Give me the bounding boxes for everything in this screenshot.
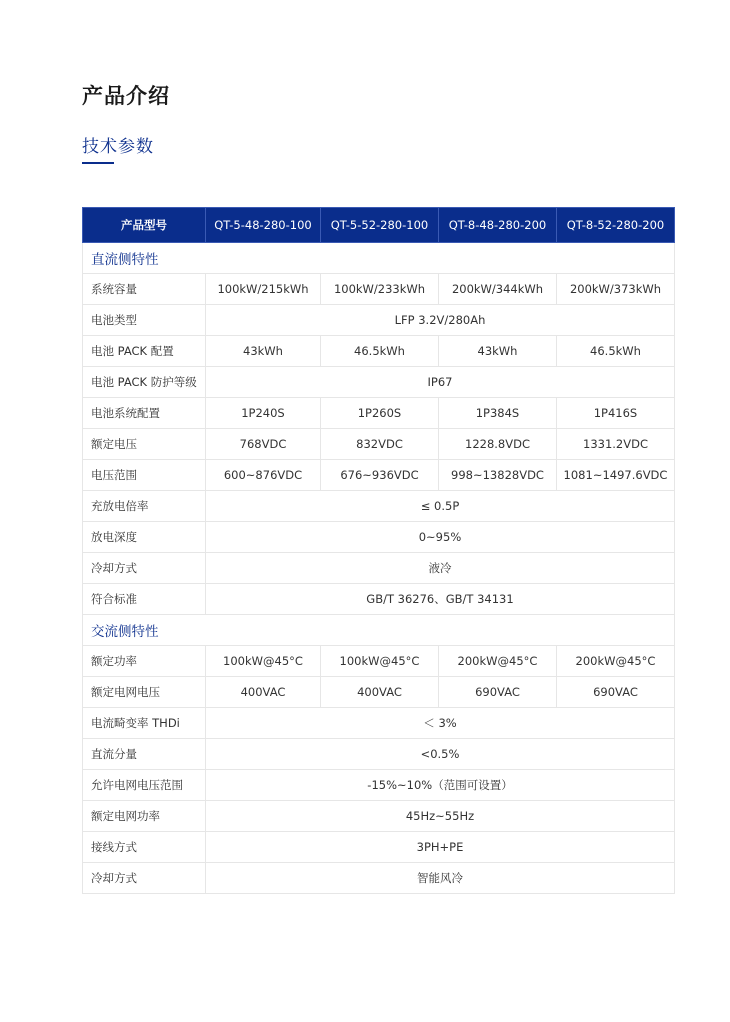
row-value: 100kW/233kWh — [321, 274, 439, 305]
row-label: 电池 PACK 配置 — [83, 336, 206, 367]
table-row — [83, 584, 675, 615]
row-merged-value: 3PH+PE — [206, 832, 675, 863]
table-row — [83, 522, 675, 553]
row-value: 200kW/344kWh — [439, 274, 557, 305]
table-row — [83, 677, 675, 708]
table-row — [83, 398, 675, 429]
row-label: 电池 PACK 防护等级 — [83, 367, 206, 398]
row-value: 100kW@45°C — [206, 646, 321, 677]
table-row — [83, 491, 675, 522]
row-value: 832VDC — [321, 429, 439, 460]
group-title: 直流侧特性 — [83, 243, 675, 274]
row-label: 电压范围 — [83, 460, 206, 491]
row-merged-value: 0~95% — [206, 522, 675, 553]
row-merged-value: IP67 — [206, 367, 675, 398]
row-value: 46.5kWh — [321, 336, 439, 367]
section-underline — [82, 162, 114, 164]
row-value: 200kW@45°C — [557, 646, 675, 677]
row-merged-value: 45Hz~55Hz — [206, 801, 675, 832]
row-value: 400VAC — [321, 677, 439, 708]
row-merged-value: -15%~10%（范围可设置） — [206, 770, 675, 801]
header-model-4: QT-8-52-280-200 — [557, 208, 675, 243]
row-value: 1P384S — [439, 398, 557, 429]
row-label: 直流分量 — [83, 739, 206, 770]
row-value: 998~13828VDC — [439, 460, 557, 491]
row-label: 符合标准 — [83, 584, 206, 615]
table-row — [83, 305, 675, 336]
row-value: 1P416S — [557, 398, 675, 429]
header-model-1: QT-5-48-280-100 — [206, 208, 321, 243]
row-value: 676~936VDC — [321, 460, 439, 491]
row-merged-value: 智能风冷 — [206, 863, 675, 894]
row-value: 690VAC — [557, 677, 675, 708]
table-row — [83, 801, 675, 832]
row-value: 43kWh — [206, 336, 321, 367]
row-label: 系统容量 — [83, 274, 206, 305]
row-value: 400VAC — [206, 677, 321, 708]
table-row — [83, 739, 675, 770]
table-row — [83, 367, 675, 398]
row-label: 电池系统配置 — [83, 398, 206, 429]
row-label: 冷却方式 — [83, 553, 206, 584]
row-merged-value: ≤ 0.5P — [206, 491, 675, 522]
row-value: 1331.2VDC — [557, 429, 675, 460]
row-merged-value: 液冷 — [206, 553, 675, 584]
section-title: 技术参数 — [82, 137, 154, 157]
table-row — [83, 770, 675, 801]
row-label: 允许电网电压范围 — [83, 770, 206, 801]
table-row — [83, 863, 675, 894]
header-model-3: QT-8-48-280-200 — [439, 208, 557, 243]
row-value: 46.5kWh — [557, 336, 675, 367]
row-label: 额定功率 — [83, 646, 206, 677]
table-row — [83, 708, 675, 739]
row-label: 电流畸变率 THDi — [83, 708, 206, 739]
table-row — [83, 460, 675, 491]
row-value: 200kW/373kWh — [557, 274, 675, 305]
row-value: 43kWh — [439, 336, 557, 367]
page-title: 产品介绍 — [82, 84, 170, 108]
table-header-row — [83, 208, 675, 243]
row-value: 200kW@45°C — [439, 646, 557, 677]
spec-table — [82, 207, 675, 894]
row-label: 电池类型 — [83, 305, 206, 336]
table-row — [83, 832, 675, 863]
row-label: 放电深度 — [83, 522, 206, 553]
row-value: 600~876VDC — [206, 460, 321, 491]
table-row — [83, 646, 675, 677]
group-row — [83, 615, 675, 646]
row-value: 100kW@45°C — [321, 646, 439, 677]
row-label: 充放电倍率 — [83, 491, 206, 522]
table-row — [83, 553, 675, 584]
header-model-2: QT-5-52-280-100 — [321, 208, 439, 243]
table-row — [83, 274, 675, 305]
row-value: 768VDC — [206, 429, 321, 460]
row-merged-value: ＜ 3% — [206, 708, 675, 739]
row-label: 额定电网功率 — [83, 801, 206, 832]
row-merged-value: LFP 3.2V/280Ah — [206, 305, 675, 336]
row-label: 额定电网电压 — [83, 677, 206, 708]
row-merged-value: <0.5% — [206, 739, 675, 770]
row-value: 100kW/215kWh — [206, 274, 321, 305]
row-label: 接线方式 — [83, 832, 206, 863]
header-model-label: 产品型号 — [83, 208, 206, 243]
table-row — [83, 429, 675, 460]
row-value: 1P260S — [321, 398, 439, 429]
row-value: 1228.8VDC — [439, 429, 557, 460]
table-row — [83, 336, 675, 367]
row-value: 1081~1497.6VDC — [557, 460, 675, 491]
row-label: 额定电压 — [83, 429, 206, 460]
row-value: 690VAC — [439, 677, 557, 708]
row-value: 1P240S — [206, 398, 321, 429]
group-title: 交流侧特性 — [83, 615, 675, 646]
group-row — [83, 243, 675, 274]
row-label: 冷却方式 — [83, 863, 206, 894]
row-merged-value: GB/T 36276、GB/T 34131 — [206, 584, 675, 615]
table-body — [83, 243, 675, 894]
